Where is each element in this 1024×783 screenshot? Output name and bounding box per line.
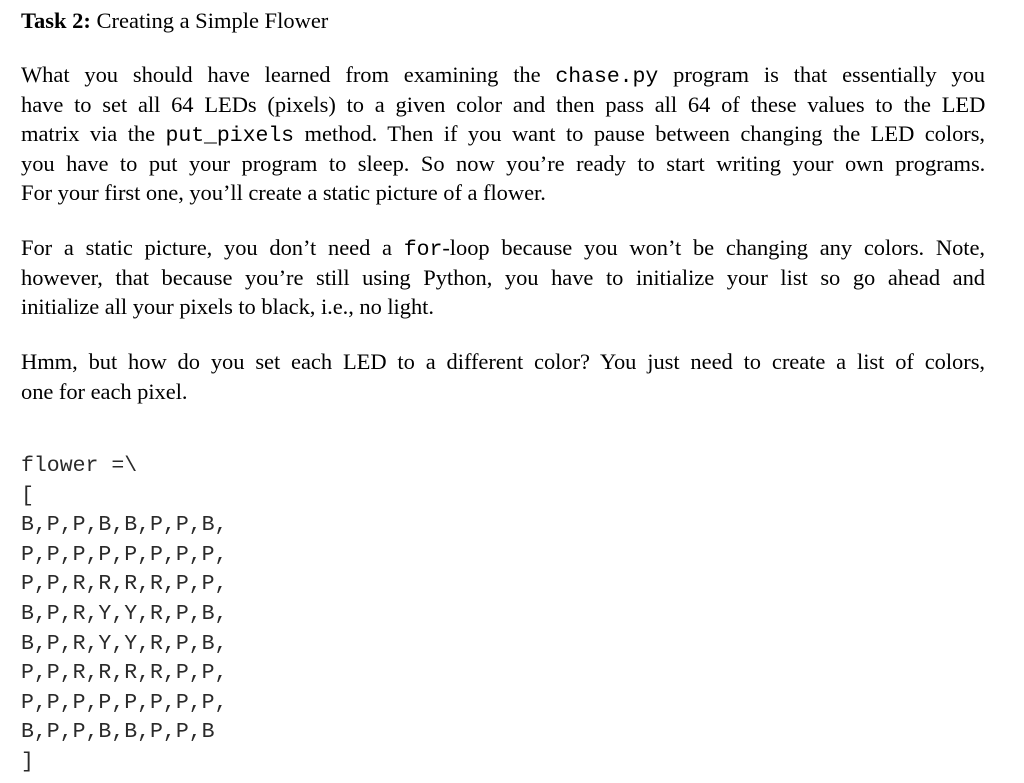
code-line: B,P,R,Y,Y,R,P,B, <box>21 601 228 626</box>
code-line: P,P,R,R,R,R,P,P, <box>21 661 228 686</box>
code-line: P,P,R,R,R,R,P,P, <box>21 572 228 597</box>
task-title: Creating a Simple Flower <box>96 8 329 33</box>
code-line: B,P,P,B,B,P,P,B <box>21 720 215 745</box>
static-picture-paragraph <box>21 233 985 322</box>
intro-paragraph <box>21 60 985 208</box>
task-heading <box>21 6 328 36</box>
intro-line-3: matrix via the put_pixels method. Then if you want to pause between changing the LED colors, <box>21 121 985 149</box>
inline-code-put-pixels: put_pixels <box>165 124 295 149</box>
task-number: Task 2: <box>21 8 91 33</box>
static-line-3: initialize all your pixels to black, i.e., no light. <box>21 294 434 320</box>
code-line: [ <box>21 483 34 508</box>
static-line-2: however, that because you’re still using Python, you have to initialize your list so go ahead and <box>21 264 985 290</box>
flower-code-block <box>21 452 227 778</box>
code-line: B,P,P,B,B,P,P,B, <box>21 513 228 538</box>
colors-line-2: one for each pixel. <box>21 378 188 404</box>
code-line: P,P,P,P,P,P,P,P, <box>21 542 228 567</box>
colors-paragraph <box>21 347 985 406</box>
intro-line-2: have to set all 64 LEDs (pixels) to a given color and then pass all 64 of these values to the LED <box>21 91 986 117</box>
code-line: ] <box>21 749 34 774</box>
code-line: B,P,R,Y,Y,R,P,B, <box>21 631 228 656</box>
inline-code-chase: chase.py <box>555 65 659 89</box>
intro-line-4: you have to put your program to sleep. So now you’re ready to start writing your own programs. <box>21 150 986 176</box>
code-line: P,P,P,P,P,P,P,P, <box>21 690 228 715</box>
code-line: flower =\ <box>21 454 138 478</box>
intro-line-1: What you should have learned from examining the chase.py program is that essentially you <box>21 62 986 89</box>
inline-code-for: for <box>403 238 443 262</box>
intro-line-5: For your first one, you’ll create a static picture of a flower. <box>21 180 546 206</box>
static-line-1: For a static picture, you don’t need a for-loop because you won’t be changing any colors. Note, <box>21 235 985 262</box>
colors-line-1: Hmm, but how do you set each LED to a different color? You just need to create a list of colors, <box>21 349 985 374</box>
